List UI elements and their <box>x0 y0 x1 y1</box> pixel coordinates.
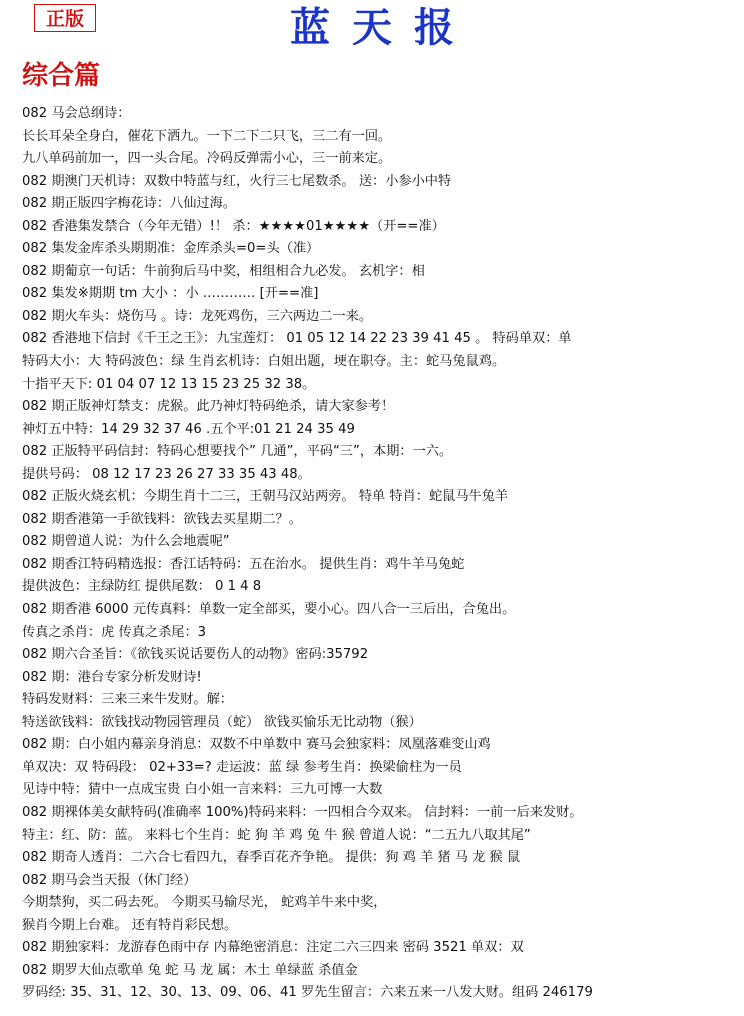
section-heading: 综合篇 <box>22 61 101 91</box>
text-line: 082 期澳门天机诗：双数中特蓝与红，火行三七尾数杀。 送：小参小中特 <box>22 173 452 189</box>
text-line: 单双决：双 特码段： 02+33=? 走运波：蓝 绿 参考生肖：换梁偷柱为一员 <box>22 759 462 775</box>
text-line: 神灯五中特：14 29 32 37 46 .五个平:01 21 24 35 49 <box>22 421 355 437</box>
edition-badge: 正版 <box>34 4 96 32</box>
text-line: 082 期：港台专家分析发财诗! <box>22 669 202 685</box>
text-line: 见诗中特：猜中一点成宝贵 白小姐一言来料：三九可博一大数 <box>22 782 383 798</box>
text-line: 082 马会总纲诗： <box>22 106 131 121</box>
page-title: 蓝天报 <box>290 4 476 51</box>
text-line: 082 期六合圣旨：《欲钱买说话要伤人的动物》密码:35792 <box>22 647 369 663</box>
text-line: 082 香港地下信封《千王之王》：九宝莲灯： 01 05 12 14 22 23 39 41 45 。 特码单双：单 <box>22 331 572 347</box>
text-line: 九八单码前加一，四一头合尾。冷码反弹需小心，三一前来定。 <box>22 151 392 167</box>
text-line: 082 期马会当天报（休门经） <box>22 872 197 888</box>
text-line: 长长耳朵全身白，催花下洒九。一下二下二只飞，三二有一回。 <box>22 128 392 144</box>
text-line: 罗码经: 35、31、12、30、13、09、06、41 罗先生留言：六来五来一八发大财。组码 246179 <box>22 985 593 1001</box>
text-line: 提供号码： 08 12 17 23 26 27 33 35 43 48。 <box>22 466 311 482</box>
content-body <box>22 103 734 1005</box>
text-line: 082 期葡京一句话：牛前狗后马中奖，相组相合九必发。 玄机字：相 <box>22 263 425 279</box>
text-line: 提供波色：主绿防红 提供尾数： 0 1 4 8 <box>22 579 262 595</box>
text-line: 082 期罗大仙点歌单 兔 蛇 马 龙 属：木土 单绿蓝 杀值金 <box>22 962 358 978</box>
text-line: 082 集发金库杀头期期准：金库杀头=0=头（准） <box>22 241 320 257</box>
text-line: 082 期火车头：烧伤马 。诗：龙死鸡伤，三六两边二一来。 <box>22 308 373 324</box>
text-line: 特码发财料：三来三来牛发财。解： <box>22 692 233 708</box>
text-line: 十指平天下: 01 04 07 12 13 15 23 25 32 38。 <box>22 376 316 392</box>
text-line: 082 期裸体美女献特码(准确率 100%)特码来料：一四相合今双来。 信封料：一前一后来发财。 <box>22 804 583 820</box>
text-line: 082 期曾道人说：为什么会地震呢” <box>22 534 230 550</box>
text-line: 特码大小：大 特码波色：绿 生肖玄机诗：白姐出题，埂在职夺。主：蛇马兔鼠鸡。 <box>22 354 506 370</box>
text-line: 082 期正版四字梅花诗：八仙过海。 <box>22 196 236 212</box>
text-line: 传真之杀肖：虎 传真之杀尾：3 <box>22 624 207 640</box>
text-line: 猴肖今期上台难。 还有特肖彩民想。 <box>22 917 238 933</box>
text-line: 082 集发※期期 tm 大小 ：小 ………… [开==准] <box>22 286 319 302</box>
text-line: 082 期：白小姐内幕亲身消息：双数不中单数中 赛马会独家料：凤凰落难变山鸡 <box>22 737 491 753</box>
text-line: 082 期香港第一手欲钱料：欲钱去买星期二？。 <box>22 511 302 527</box>
text-line: 特主：红、防：蓝。 来料七个生肖：蛇 狗 羊 鸡 兔 牛 猴 曾道人说：“二五九八取其尾” <box>22 827 531 843</box>
text-line: 082 正版火烧玄机：今期生肖十二三，王朝马汉站两旁。 特单 特肖：蛇鼠马牛兔羊 <box>22 489 509 505</box>
text-line: 082 期香江特码精选报：香江话特码：五在治水。 提供生肖：鸡牛羊马兔蛇 <box>22 556 465 572</box>
text-line: 今期禁狗，买二码去死。 今期买马输尽光， 蛇鸡羊牛来中奖， <box>22 895 387 911</box>
text-line: 082 期香港 6000 元传真料：单数一定全部买，要小心。四八合一三后出，合兔出。 <box>22 602 516 618</box>
text-line: 082 期正版神灯禁支：虎猴。此乃神灯特码绝杀，请大家参考！ <box>22 399 395 415</box>
text-line: 082 期独家料：龙游春色雨中存 内幕绝密消息：注定二六三四来 密码 3521 单双：双 <box>22 940 524 956</box>
text-line: 082 正版特平码信封：特码心想要找个” 几通”，平码“三”，本期：一六。 <box>22 444 453 460</box>
text-line: 082 香港集发禁合（今年无错）!！ 杀：★★★★01★★★★（开==准） <box>22 218 445 234</box>
text-line: 082 期奇人透肖：二六合七看四九，春季百花齐争艳。 提供：狗 鸡 羊 猪 马 龙 猴 鼠 <box>22 850 521 866</box>
text-line: 特送欲钱料：欲钱找动物园管理员（蛇） 欲钱买愉乐无比动物（猴） <box>22 714 422 730</box>
